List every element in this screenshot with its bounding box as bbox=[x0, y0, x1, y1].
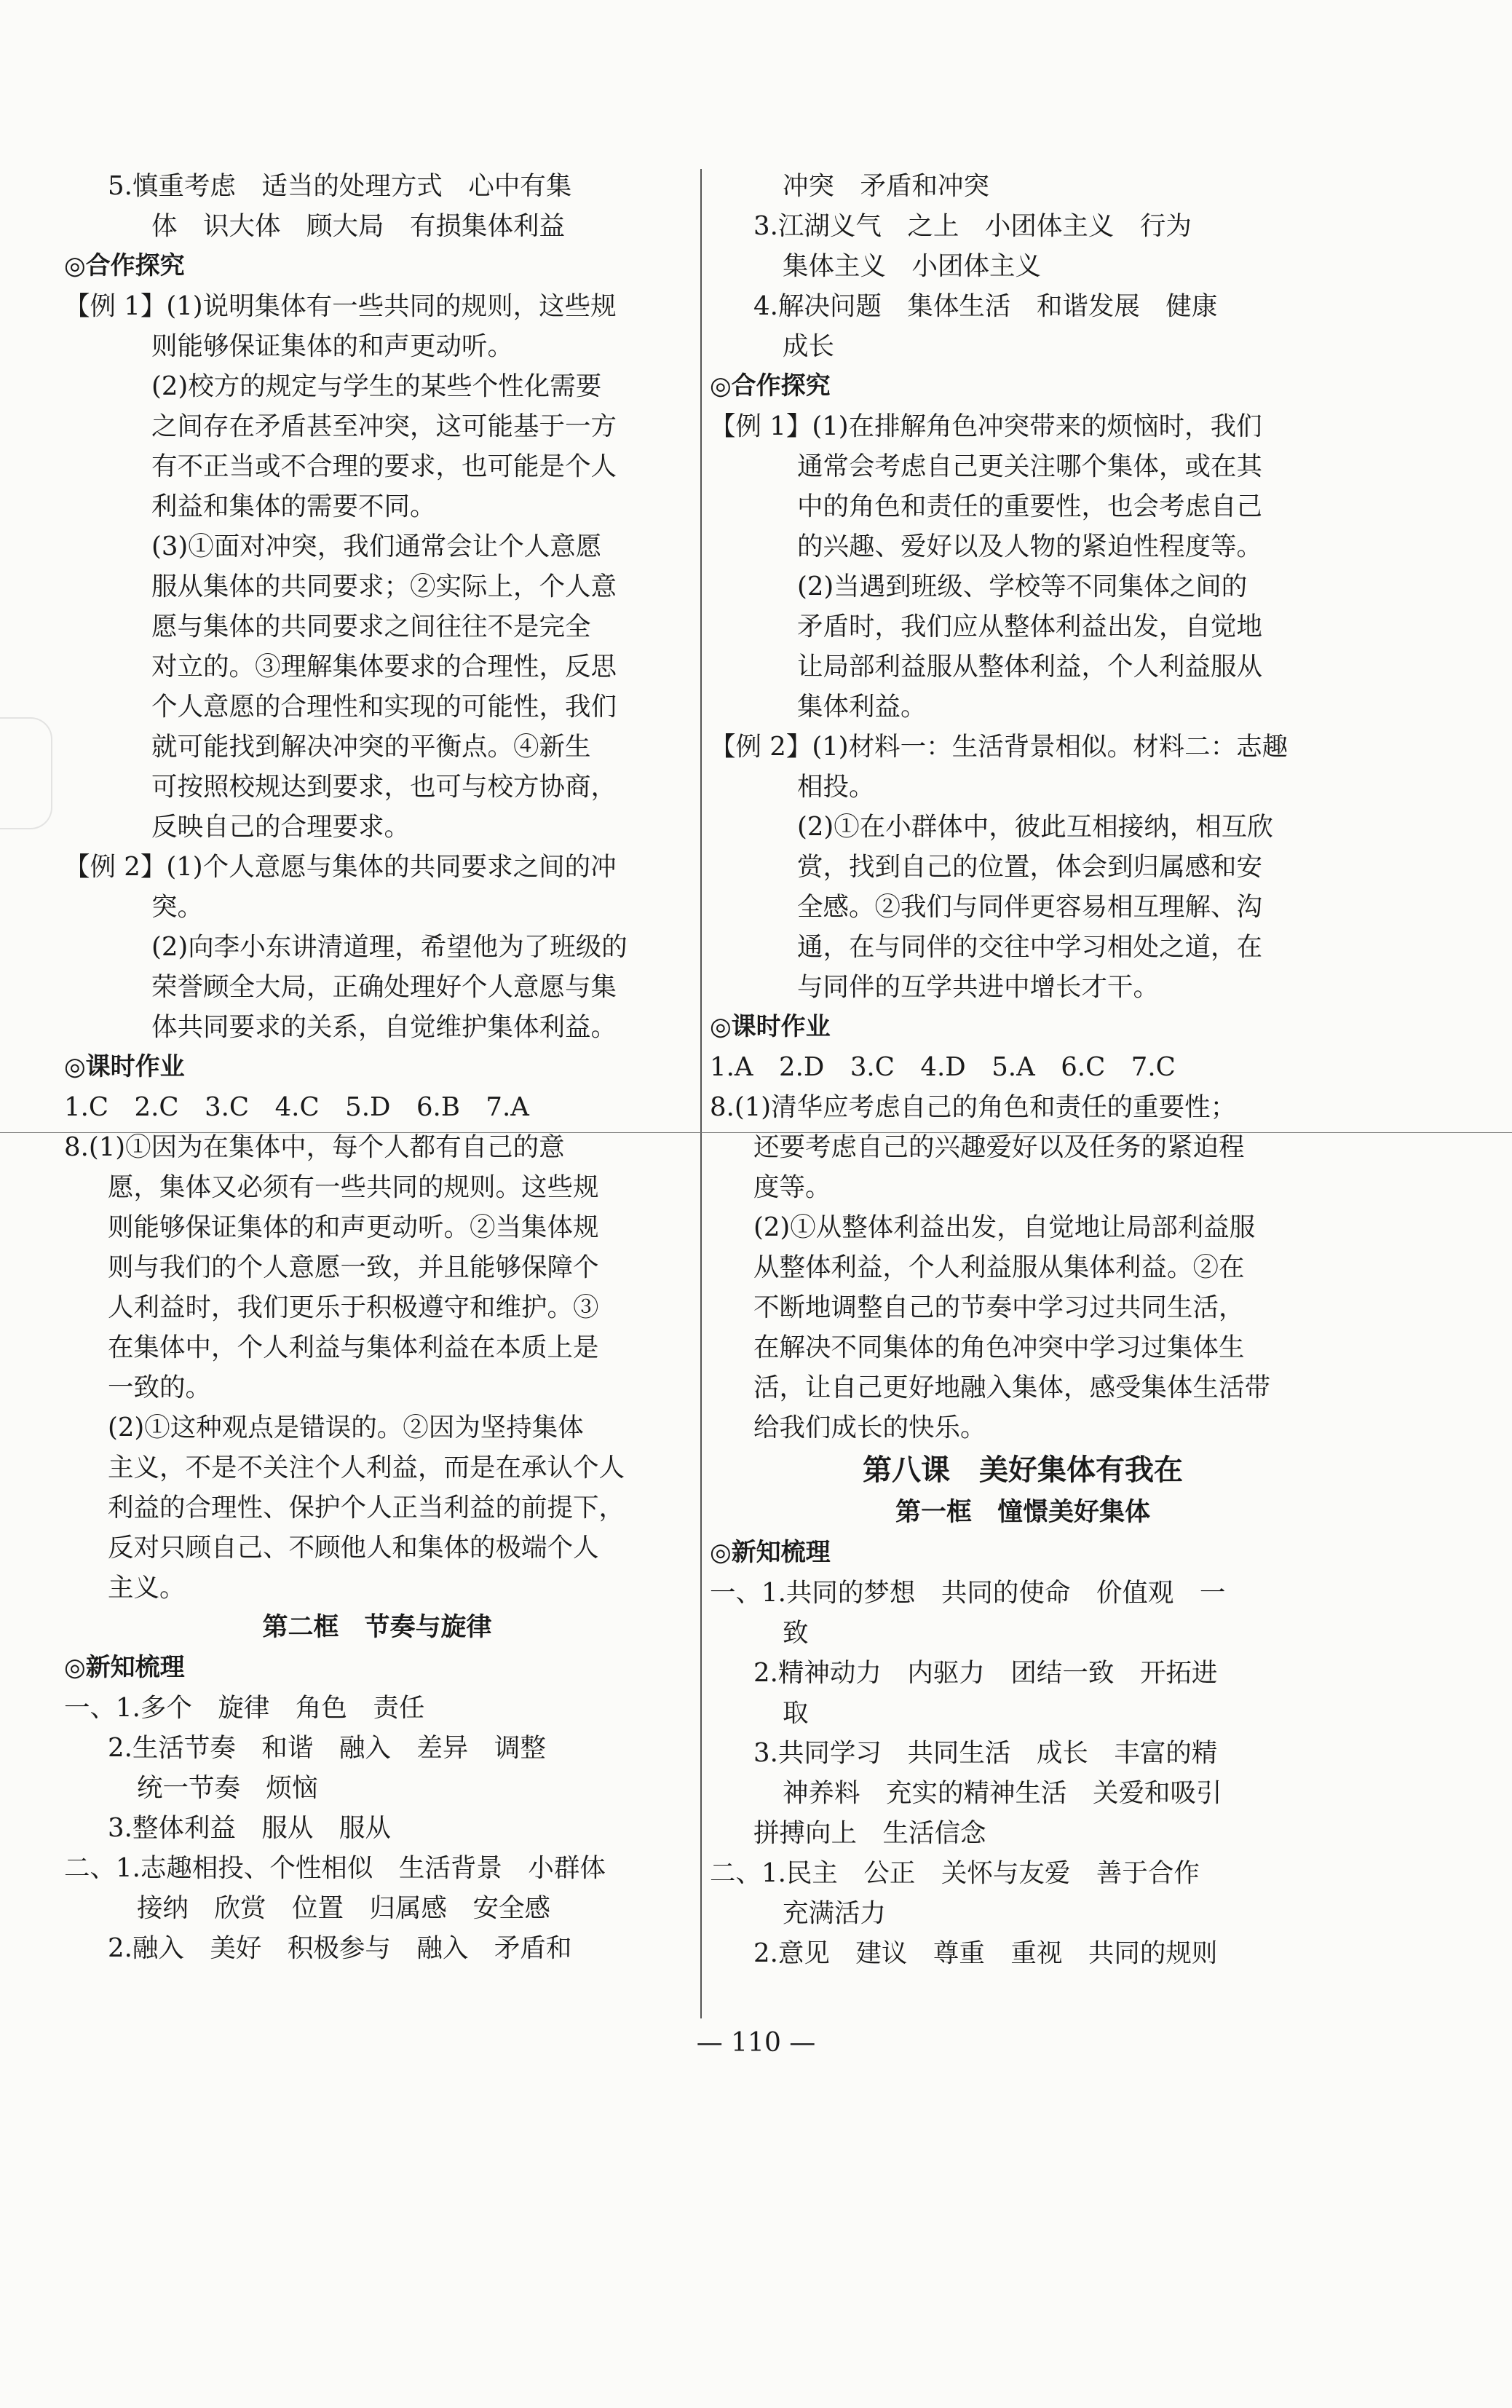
choice-answers: 1.A 2.D 3.C 4.D 5.A 6.C 7.C bbox=[710, 1052, 1176, 1082]
knowledge-item: 充满活力 bbox=[783, 1898, 887, 1928]
knowledge-item: 致 bbox=[783, 1618, 809, 1648]
knowledge-item: 2.精神动力 内驱力 团结一致 开拓进 取 3.共同学习 共同生活 成长 丰富的精 神养料 充实的精神生活 关爱和吸引 拼搏向上 生活信念 bbox=[753, 1658, 1222, 1848]
choice-answers: 1.C 2.C 3.C 4.C 5.D 6.B 7.A bbox=[64, 1092, 529, 1122]
answer-item: 3.江湖义气 之上 小团体主义 行为 集体主义 小团体主义 4.解决问题 集体生活 和谐发展 健康 成长 bbox=[753, 211, 1218, 361]
question-8: 8.(1)清华应考虑自己的角色和责任的重要性； bbox=[710, 1092, 1237, 1122]
knowledge-item: 一、1.共同的梦想 共同的使命 价值观 一 bbox=[710, 1578, 1226, 1608]
section-heading: ◎课时作业 bbox=[710, 1012, 831, 1041]
example-1-part2: (2)当遇到班级、学校等不同集体之间的 矛盾时，我们应从整体利益出发，自觉地 让局部利益服从整体利益，个人利益服从 集体利益。 bbox=[797, 572, 1263, 722]
section-heading: ◎合作探究 bbox=[710, 371, 831, 400]
page-number: — 110 — bbox=[696, 2028, 816, 2058]
knowledge-item: 二、1.志趣相投、个性相似 生活背景 小群体 bbox=[64, 1853, 606, 1883]
subsection-title: 第一框 憧憬美好集体 bbox=[895, 1498, 1150, 1527]
example-1: 【例 1】(1)说明集体有一些共同的规则，这些规 则能够保证集体的和声更动听。 bbox=[64, 291, 617, 361]
example-2: 【例 2】(1)个人意愿与集体的共同要求之间的冲 突。 bbox=[64, 852, 617, 922]
knowledge-item: 2.意见 建议 尊重 重视 共同的规则 bbox=[753, 1938, 1218, 1968]
knowledge-item: 一、1.多个 旋律 角色 责任 bbox=[64, 1693, 425, 1723]
example-1: 【例 1】(1)在排解角色冲突带来的烦恼时，我们 通常会考虑自己更关注哪个集体，或在其 中的角色和责任的重要性，也会考虑自己 的兴趣、爱好以及人物的紧迫性程度等。 bbox=[710, 411, 1263, 561]
knowledge-item: 2.生活节奏 和谐 融入 差异 调整 统一节奏 烦恼 3.整体利益 服从 服从 bbox=[108, 1733, 546, 1843]
left-column bbox=[64, 166, 690, 1968]
question-8-body: 愿，集体又必须有一些共同的规则。这些规 则能够保证集体的和声更动听。②当集体规 则与我们的个人意愿一致，并且能够保障个 人利益时，我们更乐于积极遵守和维护。③ 在集体中，个人利益与集体利益在本质上是 一致的。 (2)①这种观点是错误的。②因为坚持集体 主义，不是不关注个人利益，而是在承认个人 利益的合理性、保护个人正当利益的前提下， 反对只顾自己、不顾他人和集体的极端个人 主义。 bbox=[108, 1172, 625, 1603]
margin-stamp bbox=[0, 717, 52, 829]
lesson-title: 第八课 美好集体有我在 bbox=[863, 1453, 1183, 1487]
column-divider bbox=[700, 169, 702, 2018]
knowledge-item: 二、1.民主 公正 关怀与友爱 善于合作 bbox=[710, 1858, 1200, 1888]
knowledge-item: 2.融入 美好 积极参与 融入 矛盾和 bbox=[108, 1933, 572, 1963]
answer-item: 5.慎重考虑 适当的处理方式 心中有集 体 识大体 顾大局 有损集体利益 bbox=[108, 171, 572, 241]
section-heading: ◎新知梳理 bbox=[710, 1538, 831, 1567]
example-2: 【例 2】(1)材料一：生活背景相似。材料二：志趣 相投。 bbox=[710, 732, 1289, 802]
section-heading: ◎课时作业 bbox=[64, 1052, 185, 1081]
example-2-part2: (2)①在小群体中，彼此互相接纳，相互欣 赏，找到自己的位置，体会到归属感和安 全感。②我们与同伴更容易相互理解、沟 通，在与同伴的交往中学习相处之道，在 与同伴的互学共进中增长才干。 bbox=[797, 812, 1273, 1002]
knowledge-item: 接纳 欣赏 位置 归属感 安全感 bbox=[137, 1893, 551, 1923]
example-1-part2: (2)校方的规定与学生的某些个性化需要 之间存在矛盾甚至冲突，这可能基于一方 有不正当或不合理的要求，也可能是个人 利益和集体的需要不同。 (3)①面对冲突，我们通常会让个人意愿 服从集体的共同要求；②实际上，个人意 愿与集体的共同要求之间往往不是完全 对立的。③理解集体要求的合理性，反思 个人意愿的合理性和实现的可能性，我们 就可能找到解决冲突的平衡点。④新生 可按照校规达到要求，也可与校方协商， 反映自己的合理要求。 bbox=[151, 371, 617, 842]
section-heading: ◎合作探究 bbox=[64, 251, 185, 280]
question-8-body: 还要考虑自己的兴趣爱好以及任务的紧迫程 度等。 (2)①从整体利益出发，自觉地让局部利益服 从整体利益，个人利益服从集体利益。②在 不断地调整自己的节奏中学习过共同生活， 在解决不同集体的角色冲突中学习过集体生 活，让自己更好地融入集体，感受集体生活带 给我们成长的快乐。 bbox=[753, 1132, 1271, 1442]
right-column bbox=[710, 166, 1336, 1973]
subsection-title: 第二框 节奏与旋律 bbox=[262, 1613, 492, 1642]
example-2-part2: (2)向李小东讲清道理，希望他为了班级的 荣誉顾全大局，正确处理好个人意愿与集 体共同要求的关系，自觉维护集体利益。 bbox=[151, 932, 628, 1042]
question-8: 8.(1)①因为在集体中，每个人都有自己的意 bbox=[64, 1132, 565, 1162]
answer-continuation: 冲突 矛盾和冲突 bbox=[783, 171, 990, 201]
section-heading: ◎新知梳理 bbox=[64, 1653, 185, 1682]
